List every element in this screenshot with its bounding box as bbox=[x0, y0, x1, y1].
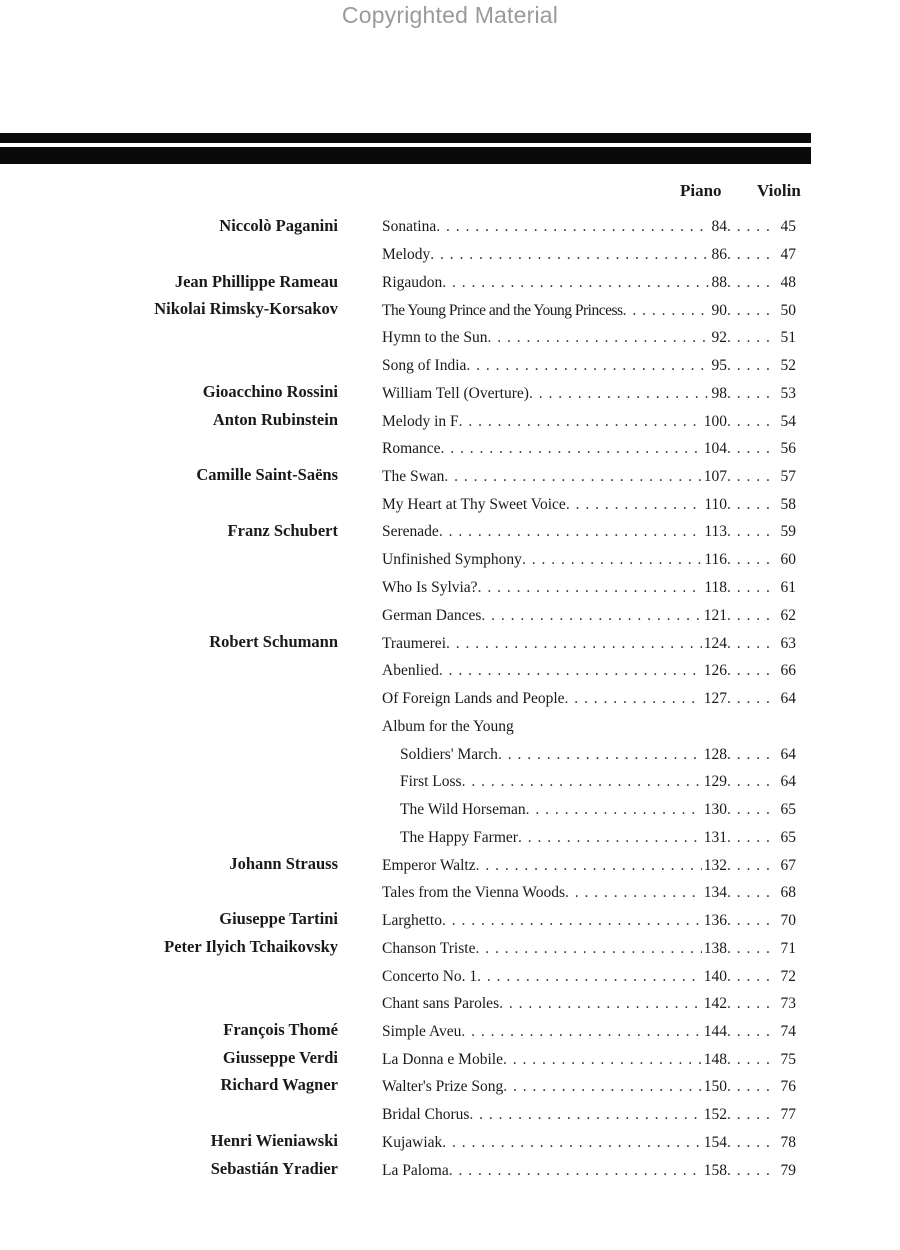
toc-entry bbox=[382, 241, 796, 269]
composer-name: Niccolò Paganini bbox=[219, 216, 338, 235]
piece-title: Bridal Chorus bbox=[382, 1106, 470, 1123]
piece-title: First Loss bbox=[400, 773, 462, 790]
violin-page: 51 bbox=[780, 329, 796, 346]
dot-leader bbox=[439, 657, 702, 685]
dot-leader bbox=[518, 824, 702, 852]
dot-leader bbox=[727, 602, 774, 630]
piece-title: Chant sans Paroles bbox=[382, 995, 500, 1012]
dot-leader bbox=[727, 768, 774, 796]
violin-page: 62 bbox=[780, 607, 796, 624]
toc-entry bbox=[382, 1018, 796, 1046]
piano-page: 126 bbox=[703, 662, 727, 679]
toc-entry bbox=[382, 213, 796, 241]
piano-page: 113 bbox=[704, 523, 727, 540]
piano-page: 128 bbox=[703, 746, 727, 763]
toc-entry bbox=[382, 852, 796, 880]
dot-leader bbox=[442, 269, 709, 297]
piano-page: 104 bbox=[703, 440, 727, 457]
dot-leader bbox=[476, 852, 702, 880]
dot-leader bbox=[565, 685, 702, 713]
dot-leader bbox=[727, 435, 774, 463]
violin-page: 57 bbox=[780, 468, 796, 485]
dot-leader bbox=[727, 852, 774, 880]
piece-title: The Wild Horseman bbox=[400, 801, 526, 818]
piece-title: Kujawiak bbox=[382, 1134, 443, 1151]
piano-page: 129 bbox=[703, 773, 727, 790]
violin-page: 47 bbox=[780, 246, 796, 263]
toc-entry bbox=[382, 1073, 796, 1101]
composer-name: Gioacchino Rossini bbox=[202, 382, 338, 401]
violin-page: 66 bbox=[780, 662, 796, 679]
piano-page: 124 bbox=[703, 635, 727, 652]
violin-page: 45 bbox=[780, 218, 796, 235]
violin-page: 79 bbox=[780, 1162, 796, 1179]
dot-leader bbox=[727, 352, 774, 380]
dot-leader bbox=[727, 297, 774, 325]
dot-leader bbox=[439, 518, 703, 546]
piano-page: 134 bbox=[703, 884, 727, 901]
dot-leader bbox=[727, 463, 774, 491]
toc-entry bbox=[382, 1046, 796, 1074]
piano-page: 152 bbox=[703, 1106, 727, 1123]
toc-entry bbox=[382, 685, 796, 713]
violin-page: 65 bbox=[780, 801, 796, 818]
toc-entry bbox=[382, 1129, 796, 1157]
piano-page: 100 bbox=[703, 413, 727, 430]
piece-title: Rigaudon bbox=[382, 274, 443, 291]
violin-page: 77 bbox=[780, 1106, 796, 1123]
toc-entry bbox=[382, 352, 796, 380]
piece-title: Abenlied bbox=[382, 662, 439, 679]
violin-page: 58 bbox=[780, 496, 796, 513]
toc-entry bbox=[382, 491, 796, 519]
piece-title: Song of India bbox=[382, 357, 467, 374]
toc-subheading bbox=[382, 713, 796, 741]
composer-name: Peter Ilyich Tchaikovsky bbox=[164, 937, 338, 956]
dot-leader bbox=[466, 352, 709, 380]
dot-leader bbox=[727, 518, 774, 546]
header-rule-thin bbox=[0, 133, 811, 143]
piece-title: Romance bbox=[382, 440, 441, 457]
dot-leader bbox=[727, 935, 774, 963]
dot-leader bbox=[488, 324, 710, 352]
piano-page: 118 bbox=[704, 579, 727, 596]
violin-page: 71 bbox=[780, 940, 796, 957]
composer-name: Johann Strauss bbox=[229, 854, 338, 873]
violin-page: 61 bbox=[780, 579, 796, 596]
violin-page: 48 bbox=[780, 274, 796, 291]
toc-entry bbox=[382, 1157, 796, 1185]
piece-title: The Swan bbox=[382, 468, 445, 485]
dot-leader bbox=[481, 602, 701, 630]
dot-leader bbox=[459, 408, 702, 436]
piece-title: Serenade bbox=[382, 523, 439, 540]
piano-page: 144 bbox=[703, 1023, 727, 1040]
piece-title: Unfinished Symphony bbox=[382, 551, 522, 568]
dot-leader bbox=[461, 1018, 701, 1046]
dot-leader bbox=[727, 408, 774, 436]
toc-entry bbox=[382, 602, 796, 630]
piece-title: William Tell (Overture) bbox=[382, 385, 529, 402]
dot-leader bbox=[526, 796, 702, 824]
composer-name: Nikolai Rimsky-Korsakov bbox=[154, 299, 338, 318]
toc-entry bbox=[382, 963, 796, 991]
piece-title: Larghetto bbox=[382, 912, 442, 929]
violin-page: 64 bbox=[780, 773, 796, 790]
composer-name: Sebastián Yradier bbox=[210, 1159, 338, 1178]
dot-leader bbox=[441, 435, 702, 463]
header-rule-thick bbox=[0, 147, 811, 164]
piece-title: Sonatina bbox=[382, 218, 437, 235]
dot-leader bbox=[727, 796, 774, 824]
violin-column-header: Violin bbox=[757, 181, 801, 200]
dot-leader bbox=[469, 1101, 701, 1129]
dot-leader bbox=[727, 1073, 774, 1101]
dot-leader bbox=[529, 380, 710, 408]
piano-page: 110 bbox=[704, 496, 727, 513]
dot-leader bbox=[462, 768, 702, 796]
dot-leader bbox=[477, 963, 702, 991]
violin-page: 63 bbox=[780, 635, 796, 652]
dot-leader bbox=[475, 935, 701, 963]
piano-page: 136 bbox=[703, 912, 727, 929]
dot-leader bbox=[566, 491, 702, 519]
piece-title: Hymn to the Sun bbox=[382, 329, 488, 346]
dot-leader bbox=[727, 657, 774, 685]
dot-leader bbox=[727, 1046, 774, 1074]
piano-page: 88 bbox=[711, 274, 727, 291]
piano-page: 86 bbox=[711, 246, 727, 263]
dot-leader bbox=[436, 213, 709, 241]
dot-leader bbox=[727, 269, 774, 297]
copyright-watermark: Copyrighted Material bbox=[341, 2, 559, 28]
dot-leader bbox=[727, 324, 774, 352]
dot-leader bbox=[522, 546, 702, 574]
piece-title: Walter's Prize Song bbox=[382, 1078, 504, 1095]
piano-page: 90 bbox=[711, 302, 727, 319]
toc-entry bbox=[382, 990, 796, 1018]
dot-leader bbox=[503, 1073, 702, 1101]
piano-page: 84 bbox=[711, 218, 727, 235]
piano-page: 92 bbox=[711, 329, 727, 346]
dot-leader bbox=[727, 824, 774, 852]
composer-name: Richard Wagner bbox=[220, 1075, 338, 1094]
toc-entry bbox=[382, 907, 796, 935]
toc-entry bbox=[382, 1101, 796, 1129]
violin-page: 75 bbox=[780, 1051, 796, 1068]
violin-page: 54 bbox=[780, 413, 796, 430]
violin-page: 68 bbox=[780, 884, 796, 901]
composer-name: Robert Schumann bbox=[209, 632, 338, 651]
dot-leader bbox=[727, 574, 774, 602]
dot-leader bbox=[565, 879, 702, 907]
toc-entry bbox=[382, 380, 796, 408]
composer-name: Camille Saint-Saëns bbox=[196, 465, 338, 484]
piece-title: Who Is Sylvia? bbox=[382, 579, 478, 596]
dot-leader bbox=[444, 463, 701, 491]
dot-leader bbox=[449, 1157, 702, 1185]
violin-page: 65 bbox=[780, 829, 796, 846]
dot-leader bbox=[727, 491, 774, 519]
piano-page: 154 bbox=[703, 1134, 727, 1151]
piece-title: Simple Aveu bbox=[382, 1023, 462, 1040]
toc-entry bbox=[382, 408, 796, 436]
piece-title: Melody bbox=[382, 246, 431, 263]
violin-page: 78 bbox=[780, 1134, 796, 1151]
toc-entry bbox=[382, 435, 796, 463]
piano-page: 95 bbox=[711, 357, 727, 374]
violin-page: 64 bbox=[780, 690, 796, 707]
dot-leader bbox=[727, 990, 774, 1018]
piano-page: 98 bbox=[711, 385, 727, 402]
violin-page: 73 bbox=[780, 995, 796, 1012]
piece-title: Chanson Triste bbox=[382, 940, 476, 957]
dot-leader bbox=[727, 546, 774, 574]
piano-page: 138 bbox=[703, 940, 727, 957]
toc-entry bbox=[382, 657, 796, 685]
toc-entry bbox=[382, 463, 796, 491]
violin-page: 70 bbox=[780, 912, 796, 929]
dot-leader bbox=[727, 963, 774, 991]
piano-page: 158 bbox=[703, 1162, 727, 1179]
dot-leader bbox=[499, 990, 702, 1018]
piece-title: Traumerei bbox=[382, 635, 446, 652]
violin-page: 56 bbox=[780, 440, 796, 457]
violin-page: 53 bbox=[780, 385, 796, 402]
toc-entry bbox=[382, 879, 796, 907]
dot-leader bbox=[727, 213, 774, 241]
piano-column-header: Piano bbox=[680, 181, 722, 200]
dot-leader bbox=[503, 1046, 702, 1074]
piano-page: 107 bbox=[703, 468, 727, 485]
piano-page: 116 bbox=[704, 551, 727, 568]
composer-name: Anton Rubinstein bbox=[212, 410, 338, 429]
violin-page: 59 bbox=[780, 523, 796, 540]
composer-name: Jean Phillippe Rameau bbox=[174, 272, 338, 291]
piece-title: German Dances bbox=[382, 607, 482, 624]
violin-page: 64 bbox=[780, 746, 796, 763]
dot-leader bbox=[442, 1129, 701, 1157]
piece-title: The Young Prince and the Young Princess bbox=[382, 302, 623, 319]
dot-leader bbox=[727, 907, 774, 935]
piece-title: The Happy Farmer bbox=[400, 829, 518, 846]
dot-leader bbox=[446, 630, 702, 658]
piano-page: 140 bbox=[703, 968, 727, 985]
piano-page: 142 bbox=[703, 995, 727, 1012]
piece-title: Emperor Waltz bbox=[382, 857, 476, 874]
toc-entry bbox=[382, 297, 796, 325]
violin-page: 67 bbox=[780, 857, 796, 874]
dot-leader bbox=[727, 741, 774, 769]
piece-title: Soldiers' March bbox=[400, 746, 498, 763]
toc-entry bbox=[400, 741, 796, 769]
piano-page: 150 bbox=[703, 1078, 727, 1095]
dot-leader bbox=[727, 241, 774, 269]
dot-leader bbox=[498, 741, 702, 769]
violin-page: 52 bbox=[780, 357, 796, 374]
toc-entry bbox=[382, 935, 796, 963]
piano-page: 148 bbox=[703, 1051, 727, 1068]
violin-page: 76 bbox=[780, 1078, 796, 1095]
violin-page: 72 bbox=[780, 968, 796, 985]
toc-entry bbox=[382, 546, 796, 574]
piano-page: 132 bbox=[703, 857, 727, 874]
toc-entry bbox=[382, 630, 796, 658]
violin-page: 60 bbox=[780, 551, 796, 568]
dot-leader bbox=[727, 1101, 774, 1129]
dot-leader bbox=[442, 907, 702, 935]
piece-title: La Donna e Mobile bbox=[382, 1051, 503, 1068]
dot-leader bbox=[478, 574, 703, 602]
violin-page: 50 bbox=[780, 302, 796, 319]
dot-leader bbox=[727, 1157, 774, 1185]
dot-leader bbox=[430, 241, 709, 269]
toc-entry bbox=[382, 518, 796, 546]
dot-leader bbox=[727, 879, 774, 907]
dot-leader bbox=[727, 1129, 774, 1157]
piece-title: Melody in F bbox=[382, 413, 459, 430]
dot-leader bbox=[727, 630, 774, 658]
toc-entry bbox=[400, 824, 796, 852]
dot-leader bbox=[623, 297, 710, 325]
piece-title: Album for the Young bbox=[382, 718, 514, 735]
composer-name: Franz Schubert bbox=[227, 521, 338, 540]
dot-leader bbox=[727, 380, 774, 408]
toc-entry bbox=[382, 324, 796, 352]
composer-name: Giuseppe Tartini bbox=[219, 909, 338, 928]
piano-page: 121 bbox=[703, 607, 727, 624]
toc-entry bbox=[400, 768, 796, 796]
piece-title: La Paloma bbox=[382, 1162, 449, 1179]
composer-name: Henri Wieniawski bbox=[210, 1131, 338, 1150]
dot-leader bbox=[727, 1018, 774, 1046]
violin-page: 74 bbox=[780, 1023, 796, 1040]
dot-leader bbox=[727, 685, 774, 713]
composer-name: Giusseppe Verdi bbox=[222, 1048, 338, 1067]
toc-entry bbox=[382, 574, 796, 602]
piano-page: 127 bbox=[703, 690, 727, 707]
piano-page: 131 bbox=[703, 829, 727, 846]
toc-entry bbox=[382, 269, 796, 297]
composer-name: François Thomé bbox=[223, 1020, 338, 1039]
piano-page: 130 bbox=[703, 801, 727, 818]
piece-title: Of Foreign Lands and People bbox=[382, 690, 565, 707]
piece-title: Concerto No. 1 bbox=[382, 968, 478, 985]
piece-title: Tales from the Vienna Woods bbox=[382, 884, 565, 901]
toc-entry bbox=[400, 796, 796, 824]
piece-title: My Heart at Thy Sweet Voice bbox=[382, 496, 566, 513]
